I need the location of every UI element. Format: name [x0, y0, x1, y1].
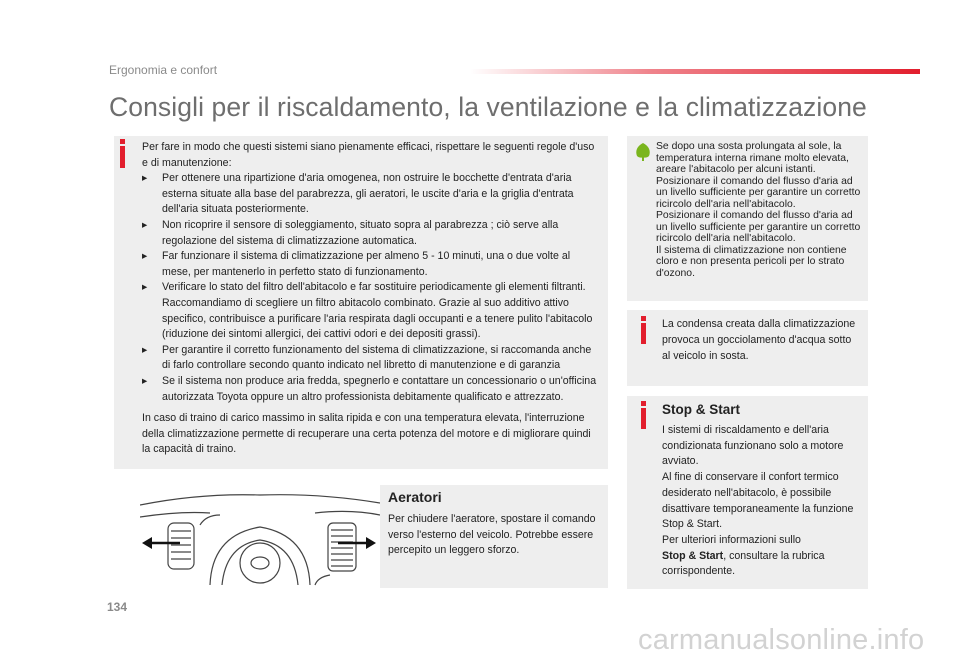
- page-title: Consigli per il riscaldamento, la ventilazione e la climatizzazione: [109, 92, 867, 122]
- bullet-icon: ▸: [142, 281, 148, 294]
- dashboard-vents-illustration: [140, 485, 380, 588]
- advice-intro: Per fare in modo che questi sistemi siano pienamente efficaci, rispettare le seguenti regole d'uso e di manutenzione:: [142, 141, 595, 169]
- list-item: ▸ Far funzionare il sistema di climatizzazione per almeno 5 - 10 minuti, una o due volte al mese, per mantenerlo in perfetto stato di funzionamento.: [142, 250, 571, 278]
- page-number: 134: [107, 600, 128, 614]
- bullet-icon: ▸: [142, 218, 148, 231]
- advice-list: [142, 171, 601, 405]
- bullet-icon: ▸: [142, 172, 148, 185]
- list-item: ▸ Verificare lo stato del filtro dell'abitacolo e far sostituire periodicamente gli elementi filtranti. Raccomandiamo di scegliere un filtro abitacolo combinato. Grazie al suo additivo attivo specifico, contribuisce a purificare l'aria respirata dagli occupanti e a tenere pulito l'abitacolo (riduzione dei sintomi allergici, dei cattivi odori e dei depositi grassi).: [142, 281, 593, 341]
- bullet-icon: ▸: [142, 250, 148, 263]
- list-item: ▸ Non ricoprire il sensore di soleggiamento, situato sopra al parabrezza ; ciò serve alla regolazione del sistema di climatizzazione automatica.: [142, 218, 559, 247]
- header-rule: [470, 69, 920, 74]
- stop-start-text: [662, 423, 862, 580]
- leaf-icon: [634, 142, 652, 162]
- list-item: ▸ Se il sistema non produce aria fredda, spegnerlo e contattare un concessionario o un'officina autorizzata Toyota oppure un altro professionista debitamente qualificato e attrezzato.: [142, 374, 597, 403]
- stop-start-paragraph: Al fine di conservare il confort termico desiderato nell'abitacolo, è possibile disattivare temporaneamente la funzione Stop & Start.: [662, 471, 854, 531]
- advice-text: [142, 140, 601, 458]
- advice-closing: In caso di traino di carico massimo in salita ripida e con una temperatura elevata, l'interruzione della climatizzazione permette di recuperare una certa potenza del motore e di migliorare quindi la capacità di traino.: [142, 412, 591, 456]
- stop-start-paragraph: Per ulteriori informazioni sullo Stop & Start, consultare la rubrica corrispondente.: [662, 533, 825, 578]
- list-item: ▸ Per ottenere una ripartizione d'aria omogenea, non ostruire le bocchette d'entrata d'aria esterna situate alla base del parabrezza, gli aeratori, le uscite d'aria e la griglia d'entrata dell'aria situata posteriormente.: [142, 172, 574, 216]
- condensation-box: [627, 310, 868, 386]
- stop-start-box: [627, 396, 868, 589]
- condensation-text: La condensa creata dalla climatizzazione provoca un gocciolamento d'acqua sotto al veicolo in sosta.: [662, 318, 856, 362]
- aeratori-title: Aeratori: [388, 489, 442, 505]
- advice-box: [114, 136, 608, 469]
- list-item: ▸ Per garantire il corretto funzionamento del sistema di climatizzazione, si raccomanda anche di farlo controllare secondo quanto indicato nel libretto di manutenzione e di garanzia: [142, 343, 592, 372]
- bullet-icon: ▸: [142, 374, 148, 387]
- eco-tip-line: Il sistema di climatizzazione non contiene cloro e non presenta pericoli per lo strato d'ozono.: [656, 244, 847, 279]
- aeratori-text: Per chiudere l'aeratore, spostare il comando verso l'esterno del veicolo. Potrebbe essere percepito un leggero sforzo.: [388, 513, 596, 556]
- watermark: carmanualsonline.info: [638, 624, 925, 656]
- eco-tip-line: Posizionare il comando del flusso d'aria ad un livello sufficiente per garantire un corretto ricircolo dell'aria nell'abitacolo.: [656, 210, 861, 244]
- eco-tip-line: Se dopo una sosta prolungata al sole, la temperatura interna rimane molto elevata, areare l'abitacolo per alcuni istanti. Posizionare il comando del flusso d'aria ad un livello sufficiente per garantire un corretto ricircolo dell'aria nell'abitacolo.: [656, 141, 861, 210]
- section-label: Ergonomia e confort: [109, 63, 218, 77]
- bullet-icon: ▸: [142, 343, 148, 356]
- stop-start-reference: Stop & Start: [662, 549, 724, 562]
- stop-start-title: Stop & Start: [662, 402, 741, 417]
- eco-tip-text: [656, 141, 863, 279]
- eco-tip-box: [627, 136, 868, 301]
- stop-start-paragraph: I sistemi di riscaldamento e dell'aria condizionata funzionano solo a motore avviato.: [662, 424, 844, 468]
- aeratori-box: [140, 485, 608, 588]
